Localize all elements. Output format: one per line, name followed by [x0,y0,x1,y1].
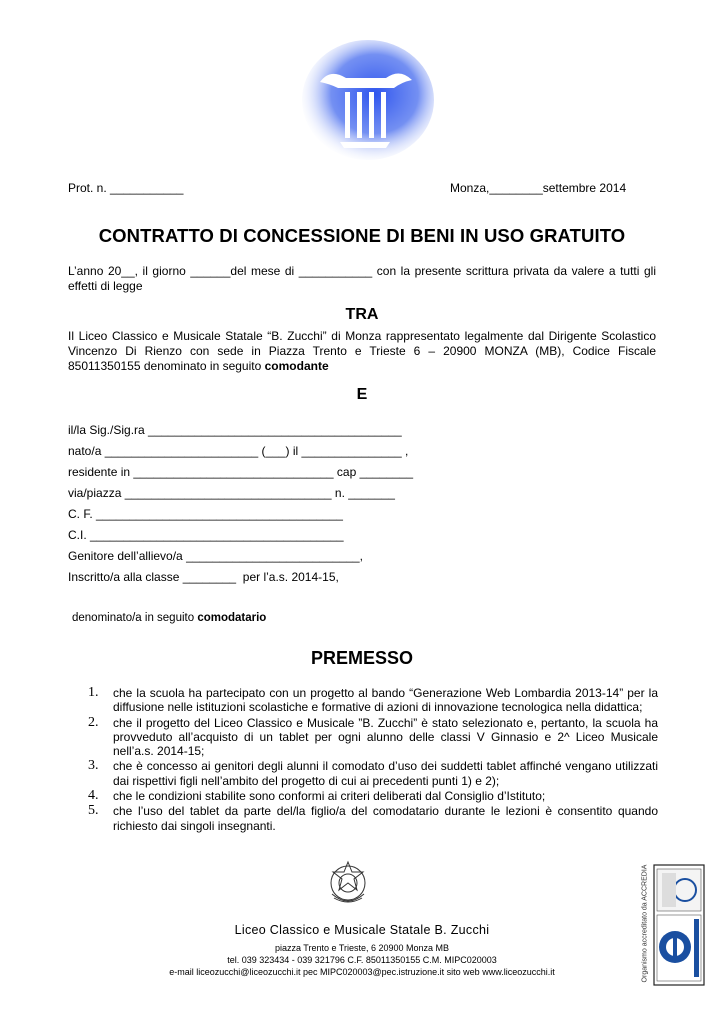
field-tax-code[interactable]: C. F. _____________________________________ [68,507,343,521]
field-residence[interactable]: residente in ______________________________ cap ________ [68,465,413,479]
list-item-text: che la scuola ha partecipato con un progetto al bando “Generazione Web Lombardia 2013-14” per la diffusione nelle istituzioni scolastiche e formative di azioni di innovazione tecnologica nella didattica; [113,686,658,715]
party-comodante-text: Il Liceo Classico e Musicale Statale “B. Zucchi” di Monza rappresentato legalmente dal Dirigente Scolastico Vincenzo Di Rienzo con sede in Piazza Trento e Trieste 6 – 20900 MONZA (MB), Codice Fiscale 85011350155 denominato in seguito [68,329,656,373]
list-item-number: 4. [88,788,99,804]
premesso-heading: PREMESSO [310,648,414,668]
field-street[interactable]: via/piazza _______________________________ n. _______ [68,486,395,500]
list-item-number: 5. [88,803,99,819]
party-comodante [68,329,656,374]
school-logo [290,38,436,166]
list-item-number: 3. [88,758,99,774]
field-class[interactable]: Inscritto/a alla classe ________ per l’a.s. 2014-15, [68,570,339,584]
list-item [88,716,658,759]
list-item [88,759,658,788]
footer-contacts: tel. 039 323434 - 039 321796 C.F. 85011350155 C.M. MIPC020003 [227,955,497,965]
certification-caption: Organismo accreditato da ACCREDIA [641,864,649,983]
certification-badge [640,863,706,988]
document-title: CONTRATTO DI CONCESSIONE DI BENI IN USO GRATUITO [98,225,626,246]
field-id-card[interactable]: C.I. ______________________________________ [68,528,344,542]
footer-address: piazza Trento e Trieste, 6 20900 Monza MB [274,943,450,953]
field-parent-of[interactable]: Genitore dell’allievo/a __________________________, [68,549,363,563]
list-item-text: che è concesso ai genitori degli alunni il comodato d’uso dei suddetti tablet affinché vengano utilizzati dai rispettivi figli nell’ambito del progetto di cui ai precedenti punti 1) e 2); [113,759,658,788]
protocol-number: Prot. n. ___________ [68,181,184,195]
party-comodatario [72,612,266,624]
list-item-text: che il progetto del Liceo Classico e Musicale ”B. Zucchi” è stato selezionato e, pertanto, la scuola ha provveduto all’acquisto di un tablet per ogni alunno delle classi V Ginnasio e 2^ Liceo Musicale nell’a.s. 2014-15; [113,715,658,759]
republic-emblem-icon [326,858,370,908]
list-item-number: 2. [88,714,99,730]
e-heading: E [356,386,368,403]
list-item-number: 1. [88,685,99,700]
list-item [88,686,658,715]
list-item [88,804,658,833]
field-name[interactable]: il/la Sig./Sig.ra ______________________________________ [68,423,402,437]
tra-heading: TRA [345,306,379,323]
list-item-text: che le condizioni stabilite sono conformi ai criteri deliberati dal Consiglio d’Istituto; [113,789,546,804]
footer-email-web: e-mail liceozucchi@liceozucchi.it pec MIPC020003@pec.istruzione.it sito web www.liceozucchi.it [169,967,555,977]
document-date: Monza,________settembre 2014 [450,181,627,195]
list-item [88,789,658,803]
field-birth[interactable]: nato/a _______________________ (___) il _______________ , [68,444,409,458]
intro-paragraph: L’anno 20__, il giorno ______del mese di ___________ con la presente scrittura privata da valere a tutti gli effetti di legge [68,264,656,293]
role-comodatario: comodatario [197,612,267,624]
role-comodante: comodante [264,359,329,373]
footer-school-name: Liceo Classico e Musicale Statale B. Zucchi [234,923,490,937]
list-item-text: che l’uso del tablet da parte del/la figlio/a del comodatario durante le lezioni è consentito quando richiesto dai singoli insegnanti. [113,804,658,833]
premises-list [88,686,658,834]
party-comodatario-text: denominato/a in seguito [72,612,198,624]
